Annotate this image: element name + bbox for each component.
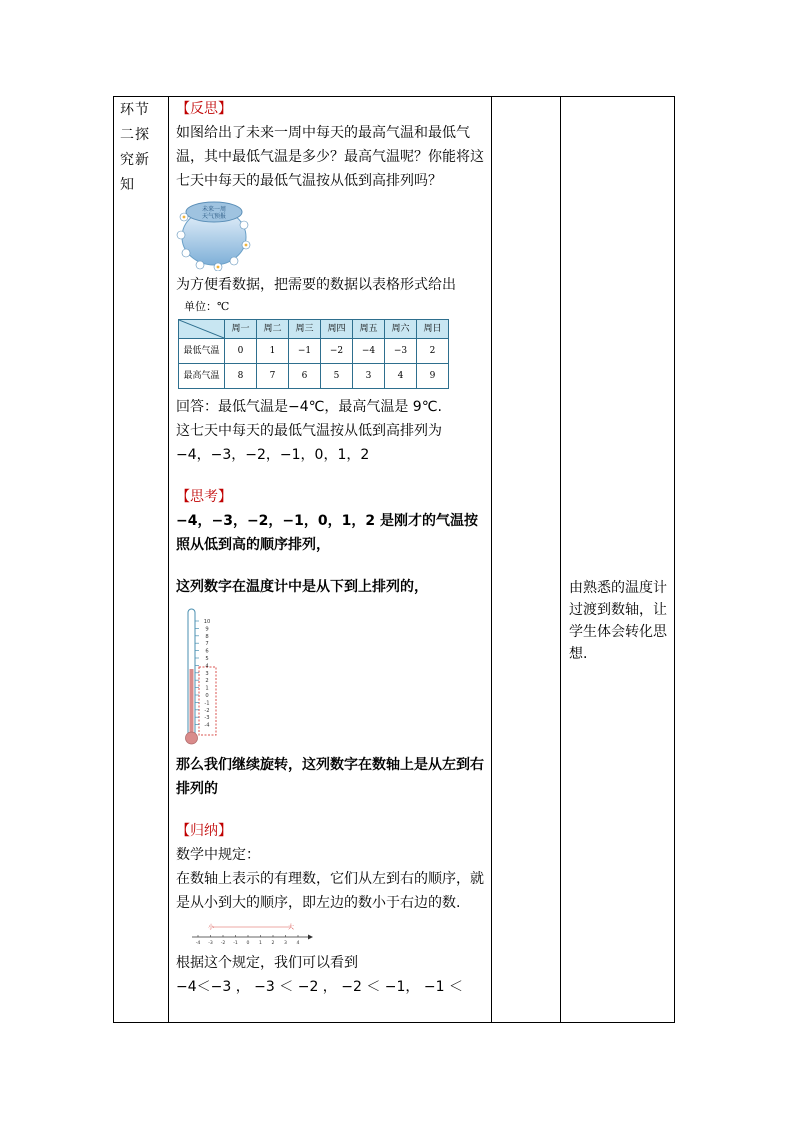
low-temp-cell: 0 <box>225 339 257 364</box>
high-temp-cell: 5 <box>321 364 353 389</box>
number-line-small-label: 小 <box>208 924 215 931</box>
day-header: 周二 <box>257 320 289 339</box>
weather-title-1: 未来一周 <box>201 206 227 213</box>
thermometer-tick-label: 8 <box>205 633 209 640</box>
section-label: 环节二探究新知 <box>120 102 150 193</box>
number-line-tick-label: 0 <box>246 941 250 946</box>
high-temp-cell: 7 <box>257 364 289 389</box>
thermometer-tick-label: 5 <box>205 656 209 662</box>
day-header: 周六 <box>385 320 417 339</box>
section-cell <box>114 97 169 1023</box>
answer-line-2: 这七天中每天的最低气温按从低到高排列为 <box>176 423 442 439</box>
low-temp-label: 最低气温 <box>179 339 225 364</box>
thermometer-tick-label: 2 <box>205 678 209 685</box>
note-cell <box>561 97 675 1023</box>
low-temp-cell: 1 <box>257 339 289 364</box>
answer-line-3: −4，−3，−2，−1，0，1，2 <box>176 447 370 463</box>
day-header: 周四 <box>321 320 353 339</box>
thermometer-tick-label: 4 <box>205 663 209 670</box>
high-temp-cell: 3 <box>353 364 385 389</box>
thermometer-tick-label: 7 <box>205 641 209 648</box>
day-header: 周五 <box>353 320 385 339</box>
summary-line-3: 根据这个规定，我们可以看到 <box>176 955 358 971</box>
weather-title-2: 天气预报 <box>201 213 227 220</box>
low-temp-cell: −2 <box>321 339 353 364</box>
summary-heading: 【归纳】 <box>176 823 232 839</box>
content-cell <box>169 97 492 1023</box>
number-line-tick-label: 4 <box>296 941 300 946</box>
number-line-tick-label: -1 <box>233 941 238 946</box>
thermometer-tick-label: -2 <box>204 707 210 714</box>
number-line-tick-label: -3 <box>208 941 213 946</box>
thermometer-tick-label: 1 <box>205 685 209 692</box>
thermometer-image <box>180 607 224 747</box>
number-line-tick-label: 3 <box>284 941 287 946</box>
low-temp-cell: 2 <box>417 339 449 364</box>
thermometer-tick-label: 6 <box>205 648 209 655</box>
think-heading: 【思考】 <box>176 489 232 505</box>
thermometer-tick-label: -1 <box>204 700 210 707</box>
day-header: 周日 <box>417 320 449 339</box>
answer-line-1: 回答：最低气温是−4℃，最高气温是 9℃. <box>176 399 442 415</box>
low-temp-cell: −4 <box>353 339 385 364</box>
high-temp-cell: 8 <box>225 364 257 389</box>
think-line-3: 那么我们继续旋转，这列数字在数轴上是从左到右排列的 <box>176 757 484 797</box>
thermometer-tick-label: -4 <box>204 722 210 729</box>
summary-line-4: −4＜−3 ， −3 ＜ −2 ， −2 ＜ −1， −1 ＜ <box>176 979 463 995</box>
high-temp-cell: 6 <box>289 364 321 389</box>
thermometer-tick-label: 10 <box>203 619 211 625</box>
high-temp-cell: 4 <box>385 364 417 389</box>
thermometer-tick-label: -3 <box>204 715 210 722</box>
summary-line-1: 数学中规定： <box>176 847 260 863</box>
high-temp-row <box>179 364 449 389</box>
temperature-table <box>178 319 449 389</box>
weather-forecast-image <box>176 197 252 271</box>
thermometer-tick-label: 9 <box>205 626 209 633</box>
day-header: 周一 <box>225 320 257 339</box>
day-header: 周三 <box>289 320 321 339</box>
number-line-tick-label: 1 <box>259 941 262 946</box>
number-line-image <box>190 921 314 947</box>
low-temp-row <box>179 339 449 364</box>
number-line-big-label: 大 <box>288 924 295 931</box>
lesson-plan-table <box>113 96 675 1023</box>
high-temp-label: 最高气温 <box>179 364 225 389</box>
thermometer-tick-label: 3 <box>205 670 209 677</box>
table-intro: 为方便看数据，把需要的数据以表格形式给出 <box>176 277 456 293</box>
low-temp-cell: −1 <box>289 339 321 364</box>
summary-line-2: 在数轴上表示的有理数，它们从左到右的顺序，就是从小到大的顺序，即左边的数小于右边的数. <box>176 871 484 911</box>
high-temp-cell: 9 <box>417 364 449 389</box>
low-temp-cell: −3 <box>385 339 417 364</box>
think-line-1: −4，−3，−2，−1，0，1，2 是刚才的气温按照从低到高的顺序排列， <box>176 513 478 553</box>
thermometer-tick-label: 0 <box>205 693 209 699</box>
number-line-tick-label: 2 <box>271 941 275 946</box>
table-corner <box>179 320 225 339</box>
unit-label: 单位：℃ <box>184 300 230 313</box>
reflect-question: 如图给出了未来一周中每天的最高气温和最低气温，其中最低气温是多少？最高气温呢？你能将这七天中每天的最低气温按从低到高排列吗？ <box>176 125 484 189</box>
reflect-heading: 【反思】 <box>176 101 232 117</box>
think-line-2: 这列数字在温度计中是从下到上排列的， <box>176 579 428 595</box>
number-line-tick-label: -2 <box>220 941 226 946</box>
teacher-note: 由熟悉的温度计过渡到数轴，让学生体会转化思想. <box>569 580 667 662</box>
number-line-tick-label: -4 <box>195 941 201 946</box>
blank-cell <box>492 97 561 1023</box>
